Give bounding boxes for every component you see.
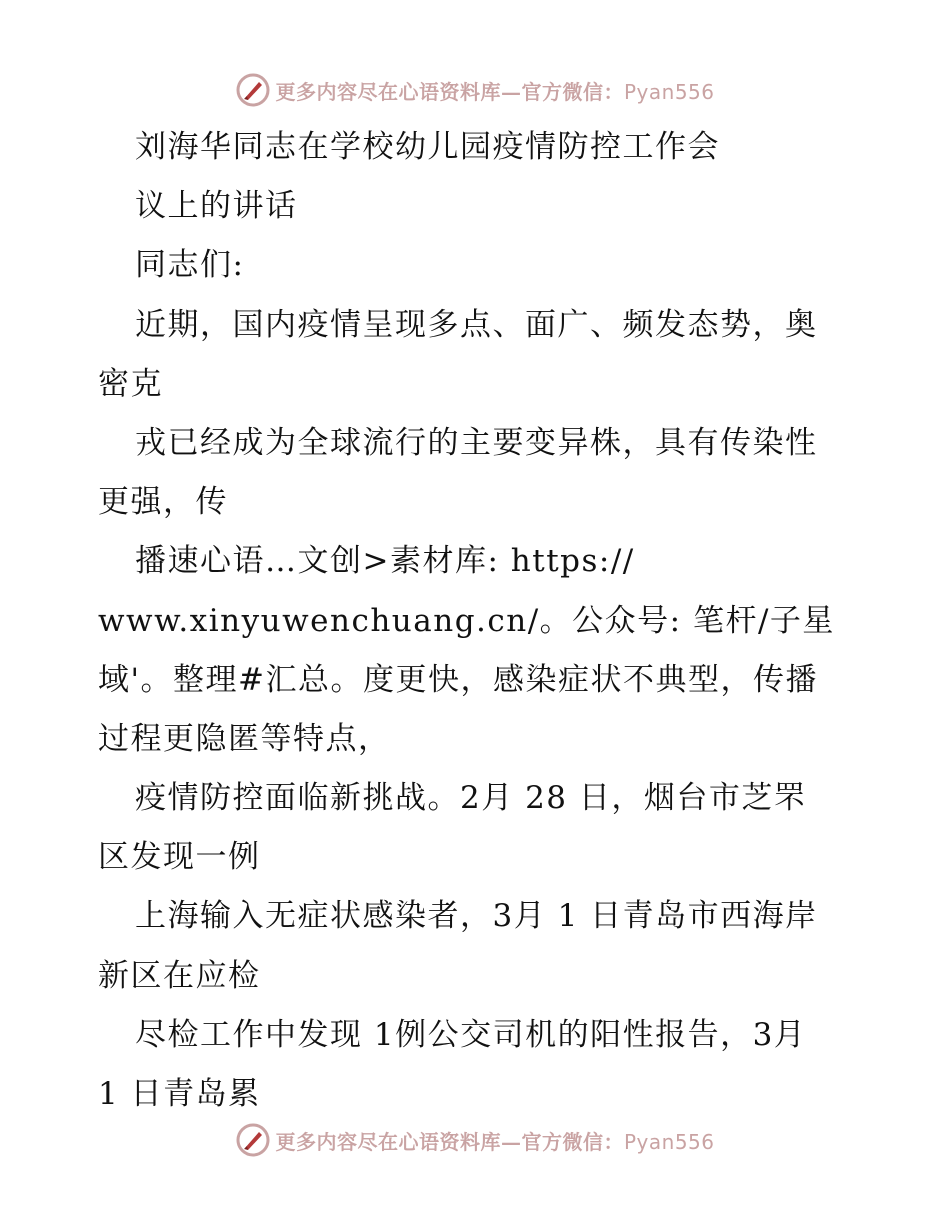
text-line: 区发现一例 [98,839,261,876]
text-line: 1 日青岛累 [98,1076,261,1112]
text-line: 过程更隐匿等特点， [98,720,391,757]
text-line: 播速心语…文创>素材库: https:// [135,543,635,580]
text-line: 同志们: [135,247,245,284]
text-line: 刘海华同志在学校幼儿园疫情防控工作会 [135,129,720,165]
text-line: www.xinyuwenchuang.cn/。公众号: 笔杆/子星 [98,602,835,639]
watermark-banner-bottom [0,1120,950,1160]
watermark-banner-top [0,70,950,110]
text-line: 尽检工作中发现 1例公交司机的阳性报告，3月 [135,1016,807,1053]
text-line: 上海输入无症状感染者，3月 1 日青岛市西海岸 [135,898,818,935]
pen-nib-logo-icon [235,72,271,108]
text-line: 更强，传 [98,484,228,521]
document-body [98,118,858,1124]
text-line: 议上的讲话 [135,188,298,225]
text-line: 戎已经成为全球流行的主要变异株，具有传染性 [135,424,818,461]
text-line: 疫情防控面临新挑战。2月 28 日，烟台市芝罘 [135,780,807,817]
text-line: 近期，国内疫情呈现多点、面广、频发态势，奥 [135,306,818,343]
text-line: 密克 [98,365,163,402]
text-line: 新区在应检 [98,957,261,994]
watermark-text: 更多内容尽在心语资料库—官方微信：Pyan556 [275,1129,715,1154]
text-line: 域'。整理#汇总。度更快，感染症状不典型，传播 [98,661,818,698]
pen-nib-logo-icon [235,1122,271,1158]
watermark-text: 更多内容尽在心语资料库—官方微信：Pyan556 [275,79,715,104]
